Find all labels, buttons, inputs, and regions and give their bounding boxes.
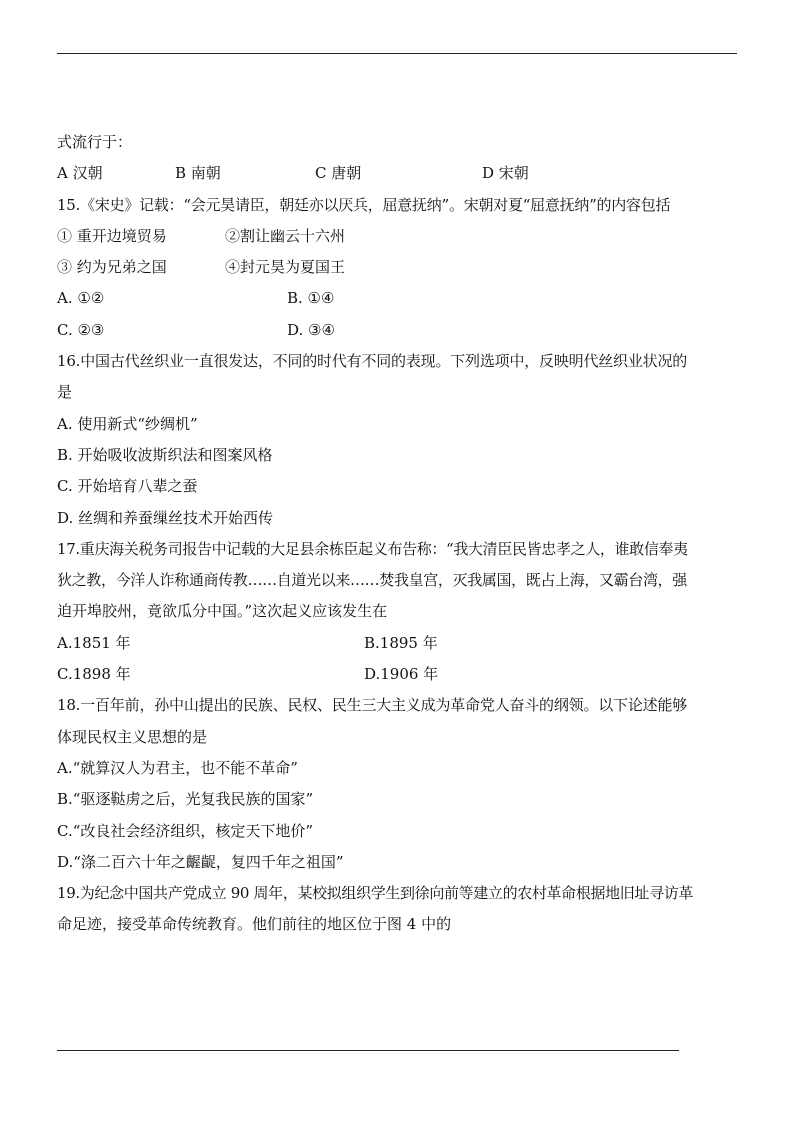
q17-options-row2 — [57, 659, 739, 690]
q18-option-c: C.“改良社会经济组织，核定天下地价” — [57, 821, 314, 840]
exam-page-body — [57, 127, 739, 941]
q15-stem: 15.《宋史》记载：“会元昊请臣，朝廷亦以厌兵，屈意抚纳”。宋朝对夏“屈意抚纳”的内容包括 — [57, 195, 671, 214]
q15-options-row1 — [57, 283, 739, 314]
q15-items-row1 — [57, 221, 739, 252]
q16-option-a: A. 使用新式“纱绸机” — [57, 414, 198, 433]
q18-stem-line1: 18.一百年前，孙中山提出的民族、民权、民生三大主义成为革命党人奋斗的纲领。以下论述能够 — [57, 696, 688, 715]
q17-option-a: A.1851 年 — [57, 633, 131, 652]
q15-option-b: B. ①④ — [287, 289, 335, 308]
q15-items-row2 — [57, 252, 739, 283]
q14-option-c: C 唐朝 — [315, 164, 362, 183]
q14-option-d: D 宋朝 — [482, 164, 529, 183]
q17-stem-line2: 狄之教，今洋人诈称通商传教……自道光以来……焚我皇宫，灭我属国，既占上海，又霸台湾，强 — [57, 571, 687, 590]
q17-option-b: B.1895 年 — [364, 633, 438, 652]
q14-option-a: A 汉朝 — [57, 164, 103, 183]
q15-item-1: ① 重开边境贸易 — [57, 226, 167, 245]
q16-option-c: C. 开始培育八辈之蚕 — [57, 477, 198, 496]
q18-option-b: B.“驱逐鞑虏之后，光复我民族的国家” — [57, 790, 314, 809]
q17-option-c: C.1898 年 — [57, 665, 131, 684]
q16-option-d: D. 丝绸和养蚕缫丝技术开始西传 — [57, 508, 274, 527]
q19-stem-line1: 19.为纪念中国共产党成立 90 周年，某校拟组织学生到徐向前等建立的农村革命根据地旧址寻访革 — [57, 884, 694, 903]
q18-option-d: D.“涤二百六十年之齷齪，复四千年之祖国” — [57, 852, 344, 871]
q15-option-d: D. ③④ — [287, 320, 335, 339]
header-rule — [57, 53, 737, 54]
q15-item-3: ③ 约为兄弟之国 — [57, 258, 167, 277]
footer-rule — [57, 1050, 679, 1051]
q14-options — [57, 158, 739, 189]
q18-stem-line2: 体现民权主义思想的是 — [57, 727, 208, 746]
q14-option-b: B 南朝 — [175, 164, 221, 183]
q19-stem-line2: 命足迹，接受革命传统教育。他们前往的地区位于图 4 中的 — [57, 915, 452, 934]
q14-stem-tail: 式流行于： — [57, 133, 133, 151]
q17-stem-line1: 17.重庆海关税务司报告中记载的大足县余栋臣起义布告称：“我大清臣民皆忠孝之人，谁敢信奉夷 — [57, 539, 688, 558]
q16-stem-line1: 16.中国古代丝织业一直很发达，不同的时代有不同的表现。下列选项中，反映明代丝织业状况的 — [57, 352, 688, 371]
q17-stem-line3: 迫开埠胶州，竟欲瓜分中国。”这次起义应该发生在 — [57, 602, 388, 621]
q16-stem-line2: 是 — [57, 383, 73, 402]
q15-option-a: A. ①② — [57, 289, 105, 308]
q15-item-2: ②割让幽云十六州 — [225, 226, 346, 245]
q17-option-d: D.1906 年 — [364, 665, 439, 684]
q15-item-4: ④封元昊为夏国王 — [225, 258, 346, 277]
q17-options-row1 — [57, 628, 739, 659]
q15-option-c: C. ②③ — [57, 320, 105, 339]
q18-option-a: A.“就算汉人为君主，也不能不革命” — [57, 758, 298, 777]
q15-options-row2 — [57, 315, 739, 346]
q16-option-b: B. 开始吸收波斯织法和图案风格 — [57, 445, 273, 464]
